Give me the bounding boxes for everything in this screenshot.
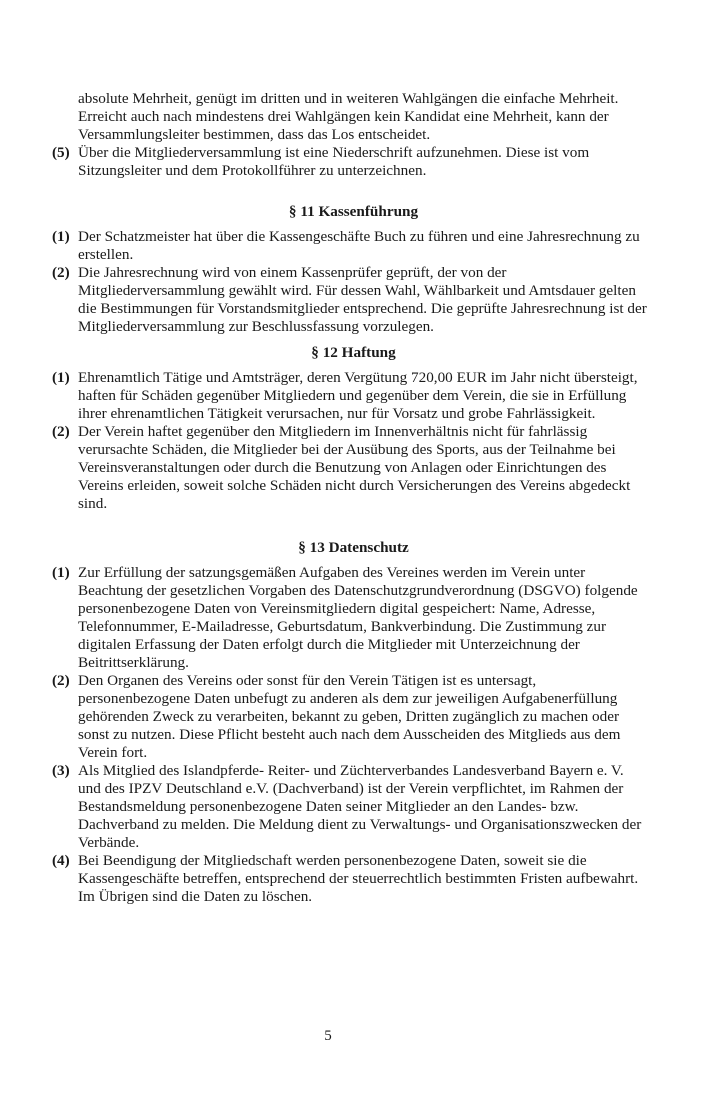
list-item	[52, 762, 652, 852]
text-line: Beitrittserklärung.	[78, 654, 189, 671]
list-item	[52, 369, 652, 423]
text-line: die Bestimmungen für Vorstandsmitglieder entsprechend. Die geprüfte Jahresrechnung ist der	[78, 300, 647, 317]
text-line: sonst zu nutzen. Diese Pflicht besteht auch nach dem Ausscheiden des Mitglieds aus dem	[78, 726, 621, 743]
item-number: (5)	[52, 144, 70, 161]
section-heading: § 12 Haftung	[311, 344, 396, 361]
text-line: Mitgliederversammlung zur Beschlussfassung vorzulegen.	[78, 318, 434, 335]
text-line: erstellen.	[78, 246, 134, 263]
text-line: Den Organen des Vereins oder sonst für den Verein Tätigen ist es untersagt,	[78, 672, 537, 689]
text-line: Als Mitglied des Islandpferde- Reiter- und Züchterverbandes Landesverband Bayern e. V.	[78, 762, 624, 779]
list-item	[52, 564, 652, 672]
text-line: Ehrenamtlich Tätige und Amtsträger, deren Vergütung 720,00 EUR im Jahr nicht übersteigt,	[78, 369, 638, 386]
text-line: Versammlungsleiter bestimmen, dass das Los entscheidet.	[78, 126, 431, 143]
text-line: Vereins erleiden, soweit solche Schäden nicht durch Versicherungen des Vereins abgedeckt	[78, 477, 631, 494]
text-line: Telefonnummer, E-Mailadresse, Geburtsdatum, Bankverbindung. Die Zustimmung zur	[78, 618, 607, 635]
text-line: Kassengeschäfte betreffen, entsprechend der steuerrechtlich bestimmten Fristen aufbewahrt.	[78, 870, 639, 887]
list-item	[52, 423, 652, 513]
section-heading: § 11 Kassenführung	[288, 203, 419, 220]
text-line: Verbände.	[78, 834, 140, 851]
item-number: (2)	[52, 264, 70, 281]
list-item	[52, 852, 652, 906]
text-line: personenbezogene Daten von Vereinsmitgliedern digital gespeichert: Name, Adresse,	[78, 600, 596, 617]
text-line: Beachtung der gesetzlichen Vorgaben des Datenschutzgrundverordnung (DSGVO) folgende	[78, 582, 638, 599]
list-item	[52, 672, 652, 762]
text-line: digitalen Erfassung der Daten erfolgt durch die Mitglieder mit Unterzeichnung der	[78, 636, 580, 653]
text-line: Erreicht auch nach mindestens drei Wahlgängen kein Kandidat eine Mehrheit, kann der	[78, 108, 609, 125]
list-item	[52, 228, 652, 264]
text-line: Im Übrigen sind die Daten zu löschen.	[78, 888, 313, 905]
item-number: (3)	[52, 762, 70, 779]
item-number: (1)	[52, 369, 70, 386]
section-heading: § 13 Datenschutz	[298, 539, 409, 556]
section-body	[52, 564, 652, 906]
list-item	[52, 144, 652, 180]
text-line: und des IPZV Deutschland e.V. (Dachverband) ist der Verein verpflichtet, im Rahmen der	[78, 780, 624, 797]
text-line: Vereinsveranstaltungen oder durch die Benutzung von Anlagen oder Einrichtungen des	[78, 459, 607, 476]
section-body	[52, 369, 652, 513]
text-line: verursachte Schäden, die Mitglieder bei der Ausübung des Sports, aus der Teilnahme bei	[78, 441, 616, 458]
text-line: Der Schatzmeister hat über die Kassengeschäfte Buch zu führen und eine Jahresrechnung zu	[78, 228, 640, 245]
text-line: Bestandsmeldung personenbezogene Daten seiner Mitglieder an den Landes- bzw.	[78, 798, 579, 815]
item-number: (1)	[52, 564, 70, 581]
text-line: Über die Mitgliederversammlung ist eine Niederschrift aufzunehmen. Diese ist vom	[78, 144, 590, 161]
text-line: Mitgliederversammlung gewählt wird. Für dessen Wahl, Wählbarkeit und Amtsdauer gelten	[78, 282, 636, 299]
text-line: ihrer ehrenamtlichen Tätigkeit verursachen, nur für Vorsatz und grobe Fahrlässigkeit.	[78, 405, 596, 422]
text-line: Verein fort.	[78, 744, 148, 761]
list-item	[52, 264, 652, 336]
item-number: (1)	[52, 228, 70, 245]
text-line: Der Verein haftet gegenüber den Mitgliedern im Innenverhältnis nicht für fahrlässig	[78, 423, 588, 440]
text-line: absolute Mehrheit, genügt im dritten und in weiteren Wahlgängen die einfache Mehrheit.	[78, 90, 619, 107]
text-line: gehörenden Zweck zu verarbeiten, bekannt zu geben, Dritten zugänglich zu machen oder	[78, 708, 620, 725]
page-number: 5	[324, 1028, 332, 1044]
text-line: Zur Erfüllung der satzungsgemäßen Aufgaben des Vereines werden im Verein unter	[78, 564, 586, 581]
text-line: haften für Schäden gegenüber Mitgliedern und gegenüber dem Verein, die sie in Erfüllung	[78, 387, 627, 404]
item-number: (2)	[52, 423, 70, 440]
text-line: personenbezogene Daten unbefugt zu anderen als dem zur jeweiligen Aufgabenerfüllung	[78, 690, 618, 707]
text-line: Die Jahresrechnung wird von einem Kassenprüfer geprüft, der von der	[78, 264, 507, 281]
text-line: Sitzungsleiter und dem Protokollführer zu unterzeichnen.	[78, 162, 427, 179]
text-line: sind.	[78, 495, 108, 512]
item-number: (2)	[52, 672, 70, 689]
text-line: Dachverband zu melden. Die Meldung dient zu Verwaltungs- und Organisationszwecken der	[78, 816, 642, 833]
item-number: (4)	[52, 852, 70, 869]
continuation-paragraph	[52, 90, 652, 180]
text-line: Bei Beendigung der Mitgliedschaft werden personenbezogene Daten, soweit sie die	[78, 852, 587, 869]
section-body	[52, 228, 652, 336]
